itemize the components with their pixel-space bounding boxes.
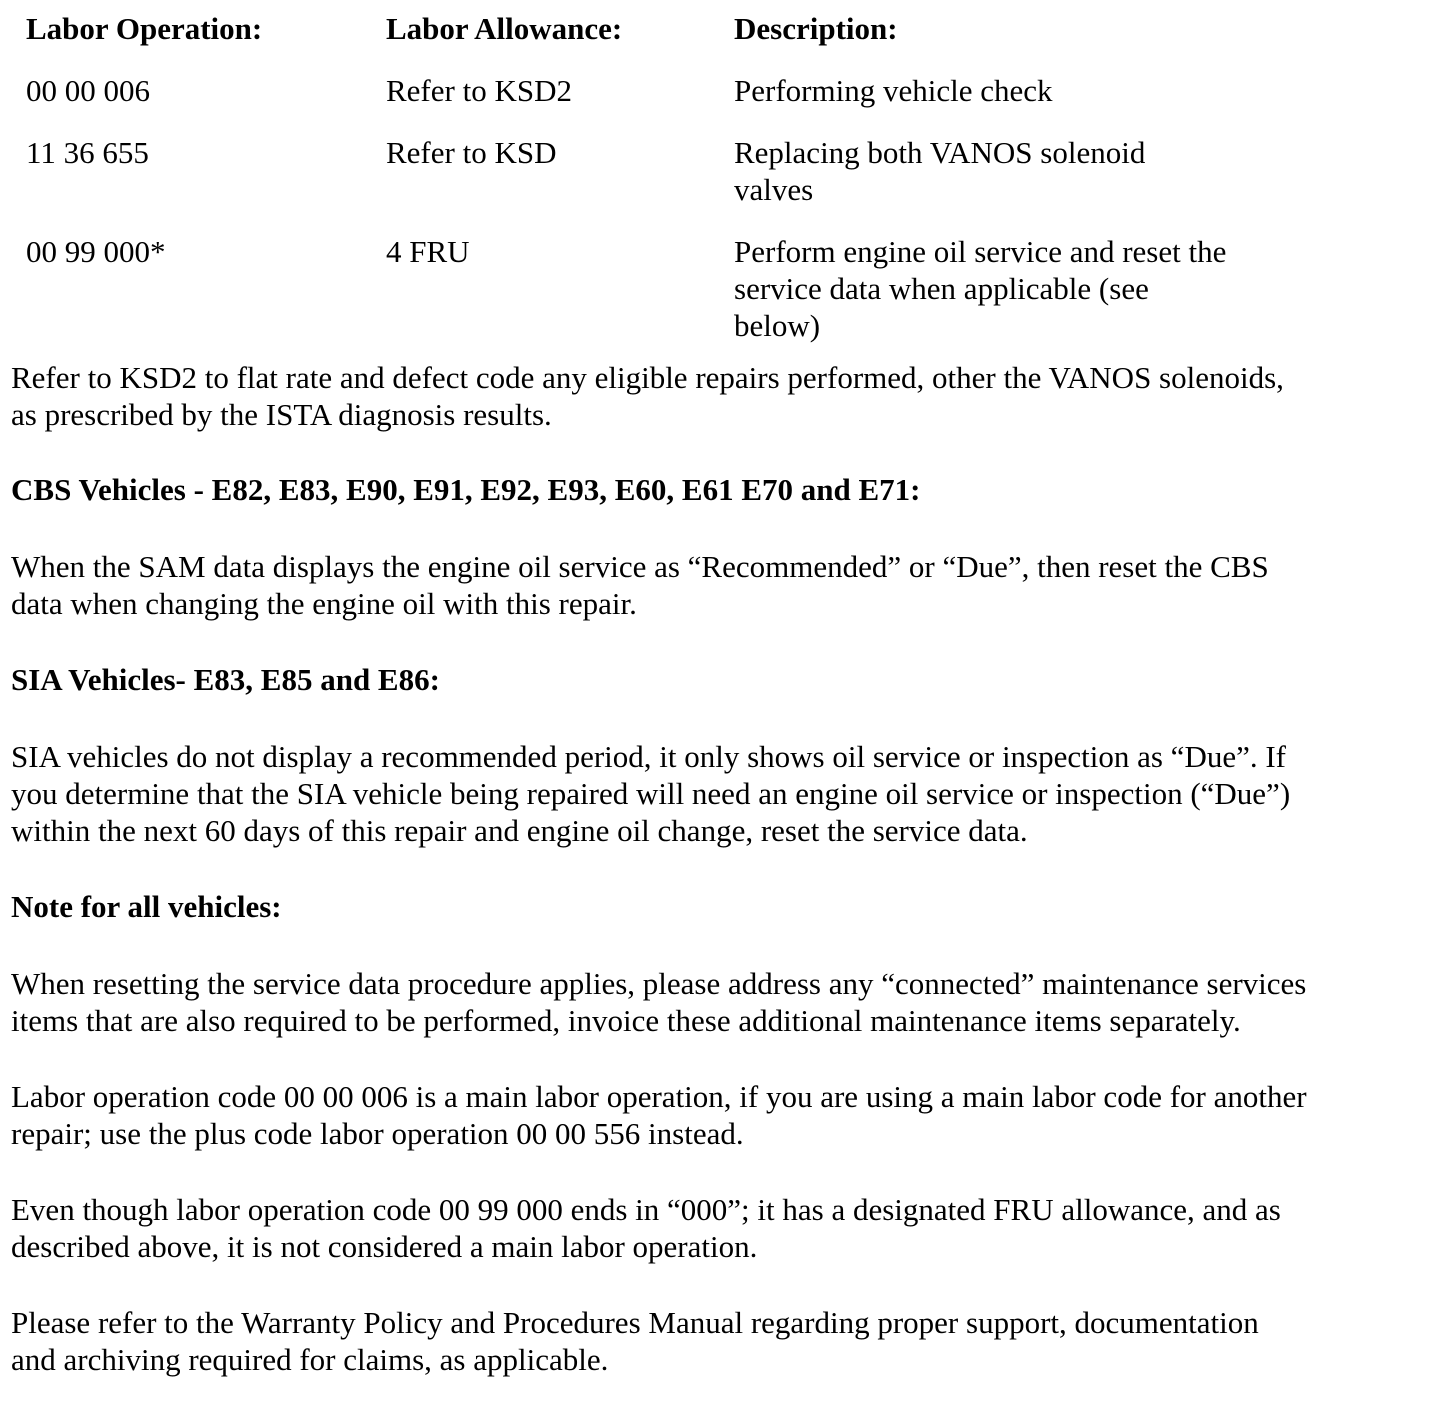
- paragraph-line: Even though labor operation code 00 99 000 ends in “000”; it has a designated FRU allowance, and as: [11, 1192, 1281, 1227]
- sia-vehicles-heading: SIA Vehicles- E83, E85 and E86:: [11, 662, 440, 697]
- header-labor-operation: Labor Operation:: [26, 11, 263, 46]
- paragraph-line: SIA vehicles do not display a recommended period, it only shows oil service or inspection as “Due”. If: [11, 739, 1286, 774]
- note-all-vehicles-heading: Note for all vehicles:: [11, 889, 282, 924]
- sia-vehicles-paragraph: [11, 738, 1421, 849]
- row-2-description: [734, 134, 1294, 208]
- row-3-description: [734, 233, 1294, 344]
- row-3-description-line: service data when applicable (see: [734, 271, 1149, 306]
- ksd2-note-paragraph: [11, 359, 1421, 433]
- paragraph-line: within the next 60 days of this repair and engine oil change, reset the service data.: [11, 813, 1028, 848]
- paragraph-line: When the SAM data displays the engine oil service as “Recommended” or “Due”, then reset the CBS: [11, 549, 1269, 584]
- paragraph-line: described above, it is not considered a main labor operation.: [11, 1229, 758, 1264]
- cbs-vehicles-heading: CBS Vehicles - E82, E83, E90, E91, E92, E93, E60, E61 E70 and E71:: [11, 472, 921, 507]
- row-2-description-line: Replacing both VANOS solenoid: [734, 135, 1146, 170]
- paragraph-line: repair; use the plus code labor operation 00 00 556 instead.: [11, 1116, 744, 1151]
- row-2-allowance: Refer to KSD: [386, 135, 557, 170]
- paragraph-line: you determine that the SIA vehicle being repaired will need an engine oil service or inspection (“Due”): [11, 776, 1291, 811]
- header-description: Description:: [734, 11, 898, 46]
- main-labor-operation-paragraph: [11, 1078, 1421, 1152]
- warranty-policy-paragraph: [11, 1304, 1421, 1378]
- row-1-allowance: Refer to KSD2: [386, 73, 572, 108]
- paragraph-line: Refer to KSD2 to flat rate and defect code any eligible repairs performed, other the VANOS solenoids,: [11, 360, 1284, 395]
- row-3-operation: 00 99 000*: [26, 234, 166, 269]
- paragraph-line: data when changing the engine oil with this repair.: [11, 586, 637, 621]
- paragraph-line: items that are also required to be performed, invoice these additional maintenance items separately.: [11, 1003, 1241, 1038]
- row-3-description-line: Perform engine oil service and reset the: [734, 234, 1227, 269]
- paragraph-line: When resetting the service data procedure applies, please address any “connected” maintenance services: [11, 966, 1307, 1001]
- paragraph-line: as prescribed by the ISTA diagnosis results.: [11, 397, 552, 432]
- row-1-description: [734, 72, 1294, 109]
- paragraph-line: Please refer to the Warranty Policy and Procedures Manual regarding proper support, documentation: [11, 1305, 1259, 1340]
- paragraph-line: and archiving required for claims, as applicable.: [11, 1342, 609, 1377]
- row-3-allowance: 4 FRU: [386, 234, 470, 269]
- row-2-description-line: valves: [734, 172, 814, 207]
- header-labor-allowance: Labor Allowance:: [386, 11, 623, 46]
- fru-allowance-paragraph: [11, 1191, 1421, 1265]
- row-3-description-line: below): [734, 308, 821, 343]
- row-1-description-line: Performing vehicle check: [734, 73, 1053, 108]
- connected-services-paragraph: [11, 965, 1421, 1039]
- row-1-operation: 00 00 006: [26, 73, 150, 108]
- paragraph-line: Labor operation code 00 00 006 is a main labor operation, if you are using a main labor code for another: [11, 1079, 1307, 1114]
- row-2-operation: 11 36 655: [26, 135, 149, 170]
- cbs-vehicles-paragraph: [11, 548, 1421, 622]
